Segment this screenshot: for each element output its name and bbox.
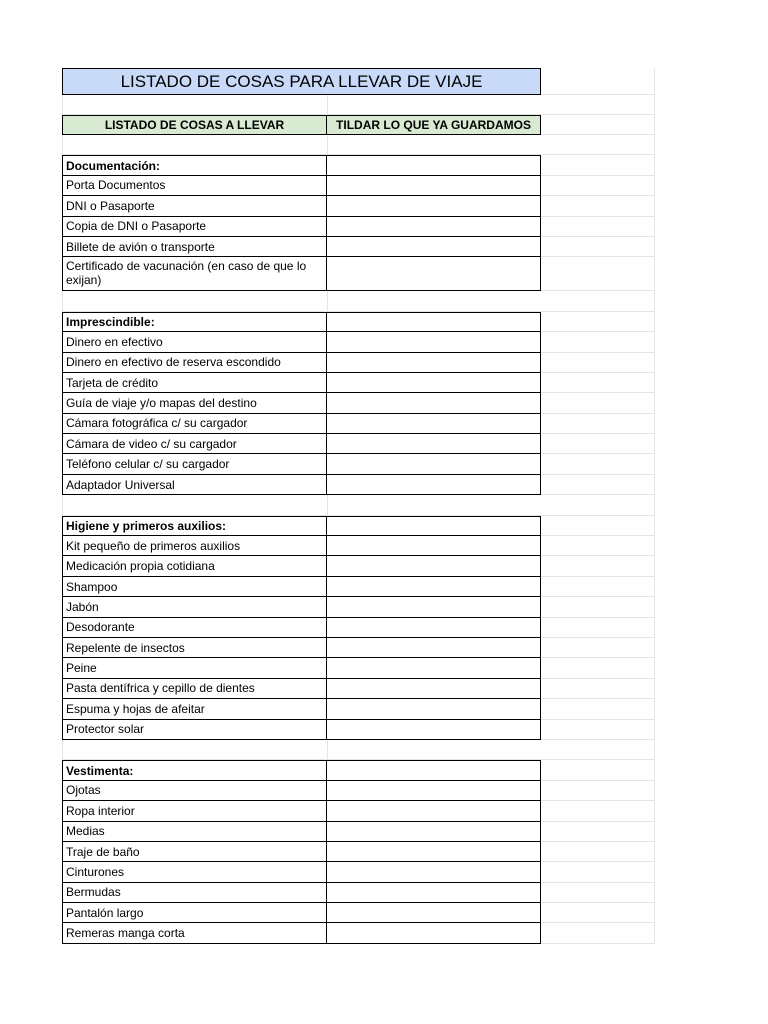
checklist-item-label[interactable]: Shampoo (62, 577, 327, 597)
check-cell[interactable] (327, 760, 541, 780)
check-cell[interactable] (327, 217, 541, 237)
check-cell[interactable] (327, 597, 541, 617)
check-cell[interactable] (327, 414, 541, 434)
empty-cell[interactable] (541, 923, 655, 943)
checklist-item-label[interactable]: Bermudas (62, 883, 327, 903)
section-heading-row (62, 155, 655, 175)
check-cell[interactable] (327, 516, 541, 536)
empty-cell[interactable] (541, 454, 655, 474)
checklist-item-label[interactable]: Kit pequeño de primeros auxilios (62, 536, 327, 556)
checklist-item-label[interactable]: Billete de avión o transporte (62, 237, 327, 257)
check-cell[interactable] (327, 801, 541, 821)
empty-cell[interactable] (327, 740, 541, 760)
checklist-row (62, 257, 655, 291)
checklist-item-label[interactable]: Adaptador Universal (62, 475, 327, 495)
empty-cell[interactable] (541, 720, 655, 740)
checklist-item-label[interactable]: Copia de DNI o Pasaporte (62, 217, 327, 237)
empty-cell[interactable] (327, 291, 541, 311)
empty-cell[interactable] (541, 115, 655, 135)
checklist-row (62, 237, 655, 257)
empty-cell[interactable] (541, 679, 655, 699)
check-cell[interactable] (327, 237, 541, 257)
checklist-row (62, 923, 655, 943)
check-cell[interactable] (327, 332, 541, 352)
checklist-row (62, 883, 655, 903)
check-cell[interactable] (327, 781, 541, 801)
section-heading[interactable]: Higiene y primeros auxilios: (62, 516, 327, 536)
header-row (62, 115, 655, 135)
check-cell[interactable] (327, 454, 541, 474)
check-cell[interactable] (327, 196, 541, 216)
empty-cell[interactable] (541, 781, 655, 801)
checklist-row (62, 332, 655, 352)
checklist-row (62, 699, 655, 719)
check-cell[interactable] (327, 903, 541, 923)
check-column-header[interactable]: TILDAR LO QUE YA GUARDAMOS (327, 115, 541, 135)
checklist-item-label[interactable]: Ojotas (62, 781, 327, 801)
empty-cell[interactable] (541, 291, 655, 311)
checklist-row (62, 597, 655, 617)
empty-cell[interactable] (541, 95, 655, 115)
checklist-item-label[interactable]: Espuma y hojas de afeitar (62, 699, 327, 719)
checklist-row (62, 577, 655, 597)
check-cell[interactable] (327, 475, 541, 495)
checklist-row (62, 475, 655, 495)
checklist-row (62, 903, 655, 923)
section-heading[interactable]: Documentación: (62, 155, 327, 175)
empty-cell[interactable] (541, 312, 655, 332)
section-heading[interactable]: Imprescindible: (62, 312, 327, 332)
checklist-row (62, 414, 655, 434)
checklist-item-label[interactable]: Medicación propia cotidiana (62, 556, 327, 576)
empty-cell[interactable] (541, 638, 655, 658)
empty-cell[interactable] (62, 291, 327, 311)
checklist-row (62, 781, 655, 801)
checklist-item-label[interactable]: Cinturones (62, 862, 327, 882)
empty-cell[interactable] (327, 95, 541, 115)
spacer-row (62, 495, 655, 515)
empty-cell[interactable] (62, 135, 327, 155)
check-cell[interactable] (327, 257, 541, 291)
checklist-item-label[interactable]: Protector solar (62, 720, 327, 740)
checklist-row (62, 217, 655, 237)
checklist-row (62, 638, 655, 658)
checklist-row (62, 434, 655, 454)
spacer-row (62, 135, 655, 155)
check-cell[interactable] (327, 842, 541, 862)
check-cell[interactable] (327, 618, 541, 638)
checklist-row (62, 176, 655, 196)
empty-cell[interactable] (541, 135, 655, 155)
checklist-item-label[interactable]: Jabón (62, 597, 327, 617)
checklist-item-label[interactable]: DNI o Pasaporte (62, 196, 327, 216)
check-cell[interactable] (327, 923, 541, 943)
empty-cell[interactable] (541, 760, 655, 780)
empty-cell[interactable] (541, 434, 655, 454)
checklist-item-label[interactable]: Cámara de video c/ su cargador (62, 434, 327, 454)
checklist-item-label[interactable]: Peine (62, 658, 327, 678)
checklist-row (62, 454, 655, 474)
empty-cell[interactable] (541, 597, 655, 617)
checklist-item-label[interactable]: Guía de viaje y/o mapas del destino (62, 393, 327, 413)
check-cell[interactable] (327, 699, 541, 719)
checklist-item-label[interactable]: Certificado de vacunación (en caso de que lo exijan) (62, 257, 327, 291)
checklist-item-label[interactable]: Pasta dentífrica y cepillo de dientes (62, 679, 327, 699)
check-cell[interactable] (327, 176, 541, 196)
checklist-row (62, 842, 655, 862)
empty-cell[interactable] (327, 135, 541, 155)
empty-cell[interactable] (541, 196, 655, 216)
empty-cell[interactable] (541, 393, 655, 413)
checklist-item-label[interactable]: Medias (62, 822, 327, 842)
empty-cell[interactable] (62, 495, 327, 515)
spacer-row (62, 95, 655, 115)
section-heading[interactable]: Vestimenta: (62, 760, 327, 780)
checklist-body (62, 135, 655, 944)
empty-cell[interactable] (541, 332, 655, 352)
checklist-row (62, 720, 655, 740)
checklist-row (62, 373, 655, 393)
items-column-header[interactable]: LISTADO DE COSAS A LLEVAR (62, 115, 327, 135)
empty-cell[interactable] (541, 903, 655, 923)
checklist-item-label[interactable]: Tarjeta de crédito (62, 373, 327, 393)
check-cell[interactable] (327, 536, 541, 556)
sheet-title[interactable]: LISTADO DE COSAS PARA LLEVAR DE VIAJE (62, 68, 541, 95)
section-heading-row (62, 516, 655, 536)
empty-cell[interactable] (541, 536, 655, 556)
checklist-item-label[interactable]: Repelente de insectos (62, 638, 327, 658)
checklist-item-label[interactable]: Ropa interior (62, 801, 327, 821)
checklist-row (62, 801, 655, 821)
empty-cell[interactable] (541, 217, 655, 237)
check-cell[interactable] (327, 155, 541, 175)
empty-cell[interactable] (62, 740, 327, 760)
spacer-row (62, 740, 655, 760)
checklist-item-label[interactable]: Desodorante (62, 618, 327, 638)
check-cell[interactable] (327, 862, 541, 882)
checklist-row (62, 658, 655, 678)
check-cell[interactable] (327, 312, 541, 332)
checklist-item-label[interactable]: Pantalón largo (62, 903, 327, 923)
checklist-row (62, 196, 655, 216)
checklist-row (62, 679, 655, 699)
checklist-row (62, 556, 655, 576)
checklist-item-label[interactable]: Traje de baño (62, 842, 327, 862)
checklist-row (62, 353, 655, 373)
empty-cell[interactable] (541, 155, 655, 175)
check-cell[interactable] (327, 434, 541, 454)
empty-cell[interactable] (541, 862, 655, 882)
checklist-item-label[interactable]: Porta Documentos (62, 176, 327, 196)
empty-cell[interactable] (62, 95, 327, 115)
empty-cell[interactable] (541, 699, 655, 719)
checklist-row (62, 822, 655, 842)
checklist-row (62, 393, 655, 413)
empty-cell[interactable] (541, 257, 655, 291)
empty-cell[interactable] (541, 414, 655, 434)
check-cell[interactable] (327, 720, 541, 740)
empty-cell[interactable] (541, 68, 655, 95)
check-cell[interactable] (327, 679, 541, 699)
empty-cell[interactable] (541, 801, 655, 821)
empty-cell[interactable] (541, 373, 655, 393)
checklist-item-label[interactable]: Cámara fotográfica c/ su cargador (62, 414, 327, 434)
empty-cell[interactable] (541, 237, 655, 257)
checklist-item-label[interactable]: Dinero en efectivo de reserva escondido (62, 353, 327, 373)
check-cell[interactable] (327, 883, 541, 903)
empty-cell[interactable] (541, 822, 655, 842)
section-heading-row (62, 312, 655, 332)
empty-cell[interactable] (541, 475, 655, 495)
check-cell[interactable] (327, 393, 541, 413)
check-cell[interactable] (327, 373, 541, 393)
checklist-row (62, 862, 655, 882)
spacer-row (62, 291, 655, 311)
checklist-item-label[interactable]: Remeras manga corta (62, 923, 327, 943)
section-heading-row (62, 760, 655, 780)
check-cell[interactable] (327, 577, 541, 597)
empty-cell[interactable] (541, 556, 655, 576)
empty-cell[interactable] (541, 618, 655, 638)
spreadsheet (62, 68, 655, 944)
checklist-item-label[interactable]: Dinero en efectivo (62, 332, 327, 352)
title-row (62, 68, 655, 95)
empty-cell[interactable] (541, 176, 655, 196)
checklist-row (62, 618, 655, 638)
empty-cell[interactable] (541, 883, 655, 903)
empty-cell[interactable] (541, 658, 655, 678)
empty-cell[interactable] (327, 495, 541, 515)
checklist-item-label[interactable]: Teléfono celular c/ su cargador (62, 454, 327, 474)
check-cell[interactable] (327, 822, 541, 842)
empty-cell[interactable] (541, 516, 655, 536)
empty-cell[interactable] (541, 740, 655, 760)
check-cell[interactable] (327, 638, 541, 658)
check-cell[interactable] (327, 353, 541, 373)
empty-cell[interactable] (541, 842, 655, 862)
empty-cell[interactable] (541, 495, 655, 515)
empty-cell[interactable] (541, 577, 655, 597)
check-cell[interactable] (327, 556, 541, 576)
empty-cell[interactable] (541, 353, 655, 373)
check-cell[interactable] (327, 658, 541, 678)
checklist-row (62, 536, 655, 556)
